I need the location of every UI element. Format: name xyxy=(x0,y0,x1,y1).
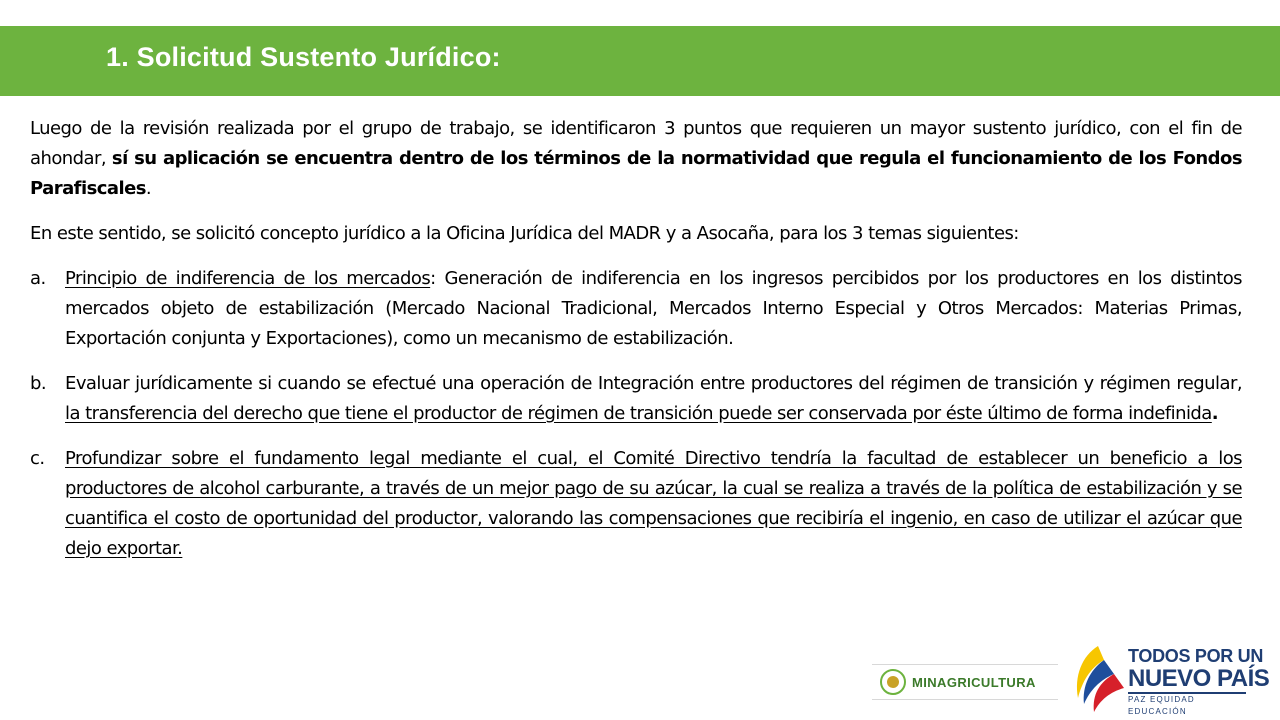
intro-text: Luego de la revisión realizada por el grupo de trabajo, se identificaron 3 puntos que requieren un mayor sustento jurídico, con el fin de ahondar, xyxy=(30,118,1242,169)
gov-slogan-logo xyxy=(1128,646,1272,718)
intro-period: . xyxy=(145,178,152,199)
slide-content xyxy=(30,114,1242,579)
list-letter: a. xyxy=(30,268,46,289)
item-a-text: : Generación de indiferencia en los ingresos percibidos por los productores en los distintos mercados objeto de estabilización (Mercado Nacional Tradicional, Mercados Interno Especial y Otros Mercados: Materias Primas, Exportación conjunta y Exportaciones), como un mecanismo de estabilización. xyxy=(65,268,1242,349)
item-b-period: . xyxy=(1211,403,1219,424)
list-item-b xyxy=(30,369,1242,429)
gov-logo-line3: PAZ EQUIDAD EDUCACIÓN xyxy=(1128,692,1246,718)
colombia-flag-swoosh-icon xyxy=(1068,642,1128,716)
intro-paragraph xyxy=(30,114,1242,204)
minagricultura-logo xyxy=(872,664,1058,700)
list-item-c xyxy=(30,444,1242,564)
gov-logo-line2: NUEVO PAÍS xyxy=(1128,665,1270,692)
footer-logos xyxy=(872,640,1272,716)
ministry-logo-text: MINAGRICULTURA xyxy=(912,674,1036,690)
ministry-seal-icon xyxy=(880,669,906,695)
list-letter: b. xyxy=(30,373,47,394)
list-letter: c. xyxy=(30,448,45,469)
intro-bold-text: sí su aplicación se encuentra dentro de los términos de la normatividad que regula el funcionamiento de los Fondos Parafiscales xyxy=(30,148,1242,199)
context-paragraph: En este sentido, se solicitó concepto jurídico a la Oficina Jurídica del MADR y a Asocaña, para los 3 temas siguientes: xyxy=(30,223,1019,244)
page-title: 1. Solicitud Sustento Jurídico: xyxy=(106,42,501,72)
item-c-underlined: Profundizar sobre el fundamento legal mediante el cual, el Comité Directivo tendría la facultad de establecer un beneficio a los productores de alcohol carburante, a través de un mejor pago de su azúcar, la cual se realiza a través de la política de estabilización y se cuantifica el costo de oportunidad del productor, valorando las compensaciones que recibiría el ingenio, en caso de utilizar el azúcar que dejo exportar. xyxy=(65,448,1242,559)
list-item-a xyxy=(30,264,1242,354)
gov-logo-line1: TODOS POR UN xyxy=(1128,646,1264,666)
item-b-text: Evaluar jurídicamente si cuando se efectué una operación de Integración entre productores del régimen de transición y régimen regular, xyxy=(65,373,1242,394)
item-a-underlined: Principio de indiferencia de los mercados xyxy=(65,268,431,289)
item-b-underlined: la transferencia del derecho que tiene el productor de régimen de transición puede ser conservada por éste último de forma indefinida xyxy=(65,403,1212,424)
